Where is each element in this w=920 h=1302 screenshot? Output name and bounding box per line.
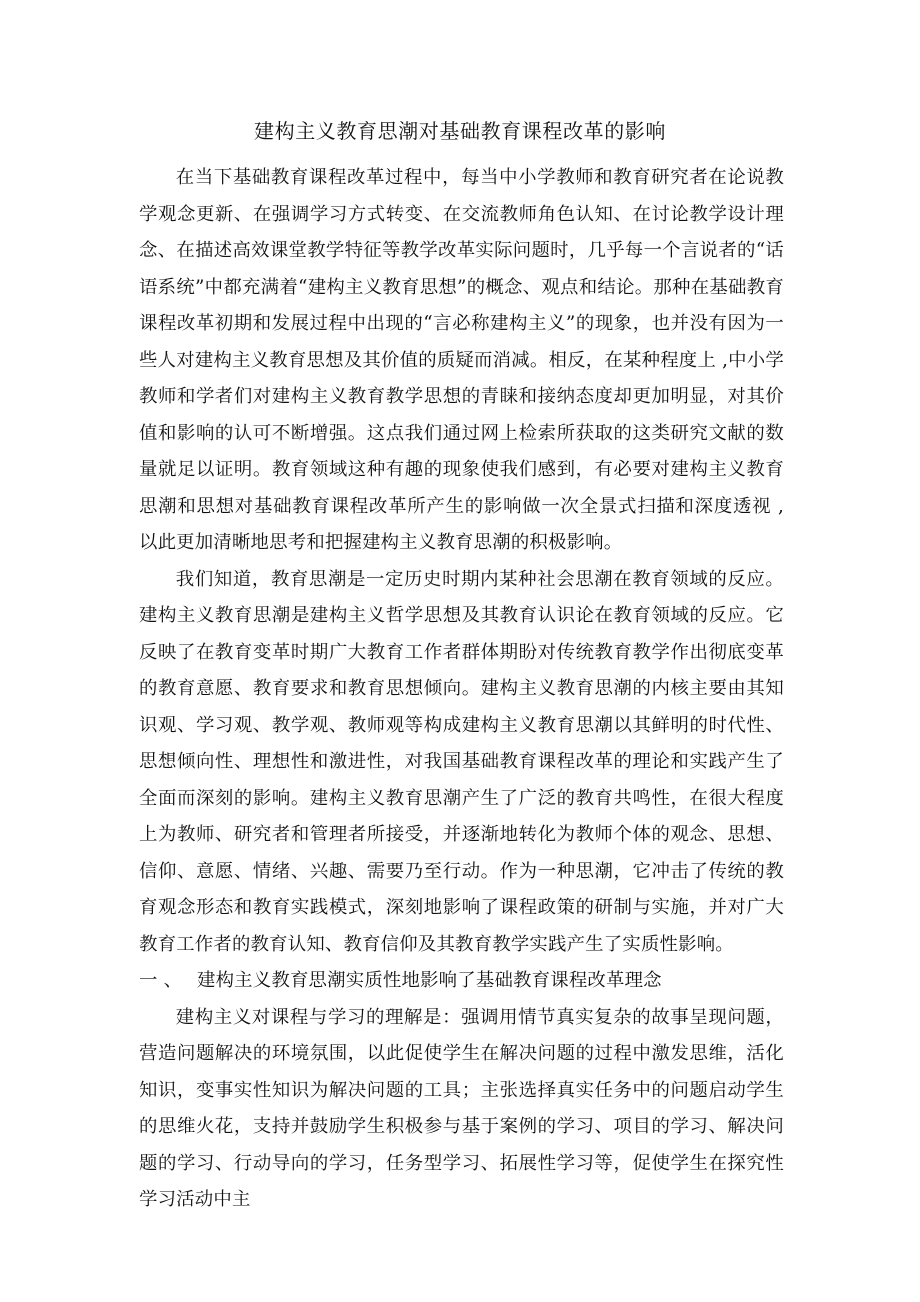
- paragraph-1: 在当下基础教育课程改革过程中，每当中小学教师和教育研究者在论说教学观念更新、在强调学习方式转变、在交流教师角色认知、在讨论教学设计理念、在描述高效课堂教学特征等教学改革实际问题时，几乎每一个言说者的“话语系统”中都充满着“建构主义教育思想”的概念、观点和结论。那种在基础教育课程改革初期和发展过程中出现的“言必称建构主义”的现象，也并没有因为一些人对建构主义教育思想及其价值的质疑而消减。相反，在某种程度上 ,中小学教师和学者们对建构主义教育教学思想的青睐和接纳态度却更加明显，对其价值和影响的认可不断增强。这点我们通过网上检索所获取的这类研究文献的数量就足以证明。教育领域这种有趣的现象使我们感到，有必要对建构主义教育思潮和思想对基础教育课程改革所产生的影响做一次全景式扫描和深度透视 , 以此更加清晰地思考和把握建构主义教育思潮的积极影响。: [139, 167, 784, 553]
- section-heading: [139, 963, 784, 1000]
- document-title: 建构主义教育思潮对基础教育课程改革的影响: [254, 119, 666, 143]
- section-number: 一 、: [139, 970, 183, 991]
- section-title: 建构主义教育思潮实质性地影响了基础教育课程改革理念: [197, 970, 662, 991]
- paragraph-3: 建构主义对课程与学习的理解是：强调用情节真实复杂的故事呈现问题，营造问题解决的环境氛围，以此促使学生在解决问题的过程中激发思维，活化知识，变事实性知识为解决问题的工具；主张选择真实任务中的问题启动学生的思维火花，支持并鼓励学生积极参与基于案例的学习、项目的学习、解决问题的学习、行动导向的学习，任务型学习、拓展性学习等，促使学生在探究性学习活动中主: [139, 1006, 784, 1210]
- document-body: [139, 160, 784, 1219]
- paragraph-2: 我们知道，教育思潮是一定历史时期内某种社会思潮在教育领域的反应。建构主义教育思潮是建构主义哲学思想及其教育认识论在教育领域的反应。它反映了在教育变革时期广大教育工作者群体期盼对传统教育教学作出彻底变革的教育意愿、教育要求和教育思想倾向。建构主义教育思潮的内核主要由其知识观、学习观、教学观、教师观等构成建构主义教育思潮以其鲜明的时代性、思想倾向性、理想性和激进性，对我国基础教育课程改革的理论和实践产生了全面而深刻的影响。建构主义教育思潮产生了广泛的教育共鸣性，在很大程度上为教师、研究者和管理者所接受，并逐渐地转化为教师个体的观念、思想、信仰、意愿、情绪、兴趣、需要乃至行动。作为一种思潮，它冲击了传统的教育观念形态和教育实践模式，深刻地影响了课程政策的研制与实施，并对广大教育工作者的教育认知、教育信仰及其教育教学实践产生了实质性影响。: [139, 568, 784, 955]
